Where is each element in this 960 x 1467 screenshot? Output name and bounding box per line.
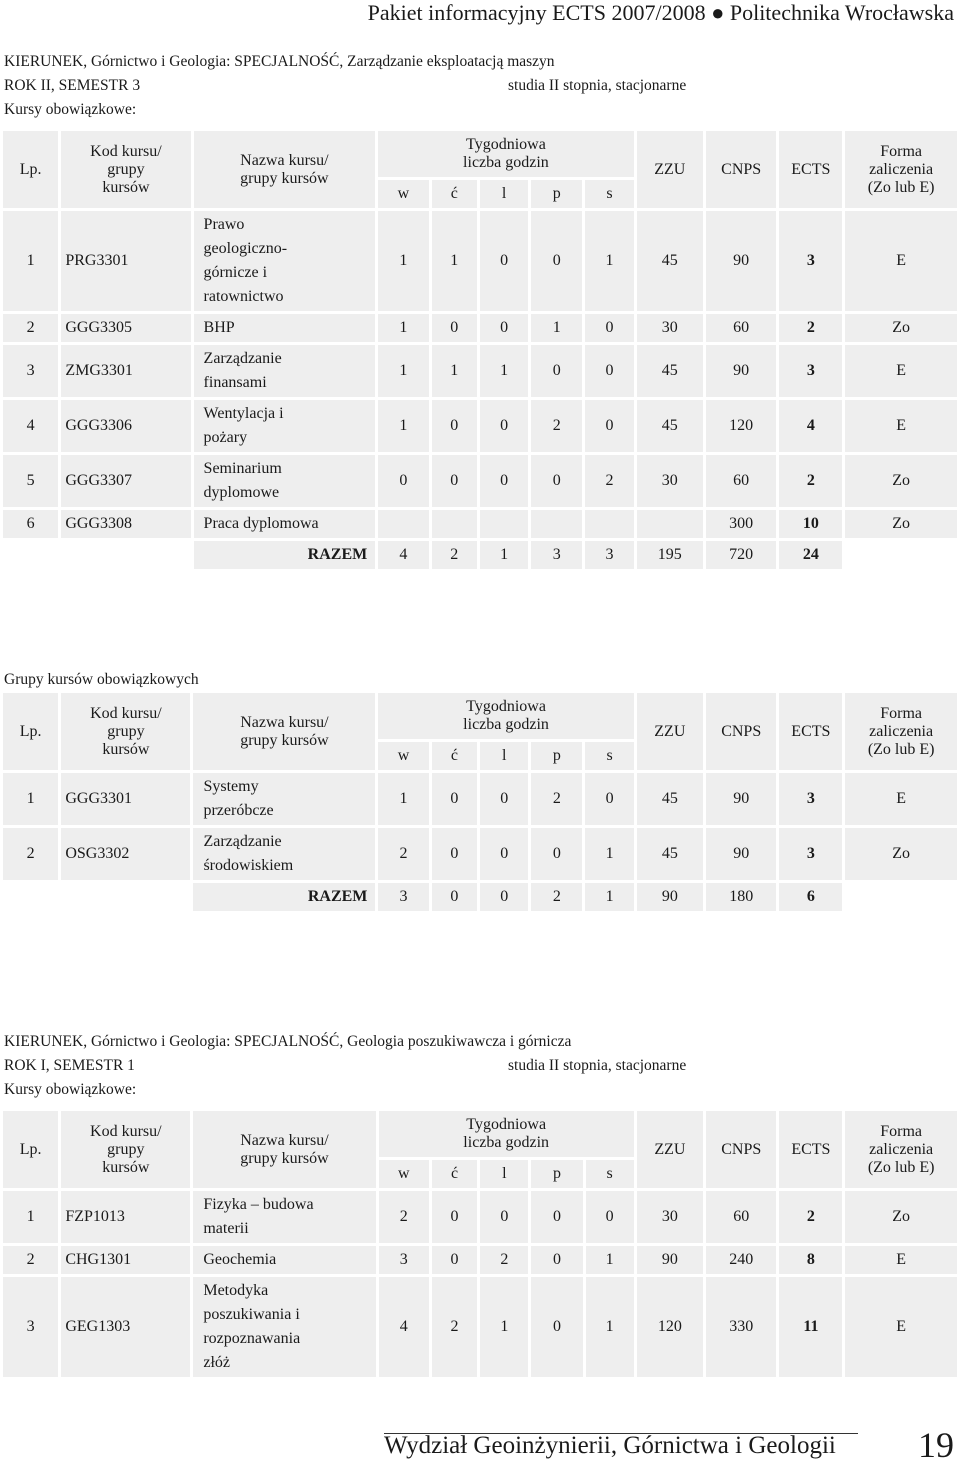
row-w <box>378 510 428 538</box>
razem-w: 4 <box>378 541 428 569</box>
row-c: 1 <box>432 345 477 397</box>
row-l: 0 <box>480 1191 528 1243</box>
row-c <box>432 510 477 538</box>
section3-heading <box>4 1030 687 1102</box>
razem-l: 1 <box>480 541 528 569</box>
row-l: 0 <box>480 773 528 825</box>
row-p: 2 <box>531 400 582 452</box>
row-zzu: 45 <box>637 211 703 311</box>
row-s: 0 <box>585 773 633 825</box>
razem-zzu: 90 <box>637 883 703 911</box>
row-kod: GGG3306 <box>61 400 190 452</box>
row-lp: 2 <box>3 314 58 342</box>
row-w: 1 <box>378 345 428 397</box>
row-w: 4 <box>379 1277 429 1377</box>
row-p: 0 <box>531 345 582 397</box>
courses-table-2 <box>0 690 960 914</box>
table-row <box>3 773 957 825</box>
table-row <box>3 1277 957 1377</box>
table-row <box>3 400 957 452</box>
razem-spacer <box>3 883 190 911</box>
col-header-ects: ECTS <box>779 693 842 770</box>
table-row <box>3 211 957 311</box>
table-row <box>3 510 957 538</box>
row-kod: GGG3305 <box>61 314 190 342</box>
section2-title: Grupy kursów obowiązkowych <box>4 671 199 688</box>
row-zzu: 90 <box>637 1246 703 1274</box>
row-p: 0 <box>531 455 582 507</box>
row-kod: ZMG3301 <box>61 345 190 397</box>
section1-kursy-label: Kursy obowiązkowe: <box>4 101 137 118</box>
row-forma: E <box>845 345 957 397</box>
row-zzu: 30 <box>637 455 703 507</box>
col-header-ects: ECTS <box>779 1111 842 1188</box>
row-nazwa: Seminarium dyplomowe <box>194 455 376 507</box>
section1-kierunek: KIERUNEK, Górnictwo i Geologia: SPECJALNOŚĆ, Zarządzanie eksploatacją maszyn <box>4 53 555 70</box>
col-header-nazwa: Nazwa kursu/ grupy kursów <box>194 131 376 208</box>
row-forma: Zo <box>845 314 957 342</box>
table-row <box>3 345 957 397</box>
razem-p: 2 <box>531 883 582 911</box>
row-c: 0 <box>432 455 477 507</box>
col-header-form-0: w <box>378 180 428 208</box>
row-ects: 8 <box>779 1246 842 1274</box>
row-kod: GGG3307 <box>61 455 190 507</box>
row-c: 0 <box>432 1191 477 1243</box>
row-forma: E <box>845 211 957 311</box>
col-header-forma: Forma zaliczenia (Zo lub E) <box>845 131 957 208</box>
col-header-form-2: l <box>480 742 528 770</box>
row-cnps: 300 <box>706 510 777 538</box>
row-ects: 2 <box>779 314 842 342</box>
row-forma: Zo <box>845 1191 957 1243</box>
col-header-form-4: s <box>585 180 633 208</box>
razem-label: RAZEM <box>193 883 375 911</box>
col-header-forma: Forma zaliczenia (Zo lub E) <box>845 693 957 770</box>
section1-studia: studia II stopnia, stacjonarne <box>508 77 687 94</box>
row-nazwa: Fizyka – budowa materii <box>193 1191 375 1243</box>
section3-kursy-label: Kursy obowiązkowe: <box>4 1081 137 1098</box>
row-w: 1 <box>378 773 428 825</box>
row-nazwa: Zarządzanie środowiskiem <box>193 828 375 880</box>
row-zzu: 30 <box>637 1191 703 1243</box>
row-p: 0 <box>531 1277 582 1377</box>
row-kod: OSG3302 <box>61 828 190 880</box>
row-w: 2 <box>379 1191 429 1243</box>
row-lp: 1 <box>3 1191 58 1243</box>
row-zzu: 45 <box>637 345 703 397</box>
row-s: 0 <box>585 400 633 452</box>
table-row <box>3 1191 957 1243</box>
col-header-form-0: w <box>378 742 428 770</box>
row-s: 0 <box>585 345 633 397</box>
section1-rok: ROK II, SEMESTR 3 <box>4 77 141 94</box>
row-p: 0 <box>531 1246 582 1274</box>
col-header-lp: Lp. <box>3 693 58 770</box>
col-header-cnps: CNPS <box>706 131 777 208</box>
razem-l: 0 <box>480 883 528 911</box>
row-l <box>480 510 528 538</box>
col-header-form-1: ć <box>432 180 477 208</box>
razem-s: 1 <box>585 883 633 911</box>
razem-c: 2 <box>432 541 477 569</box>
razem-s: 3 <box>585 541 633 569</box>
row-zzu: 30 <box>637 314 703 342</box>
row-ects: 3 <box>779 828 842 880</box>
row-nazwa: Systemy przeróbcze <box>193 773 375 825</box>
razem-w: 3 <box>378 883 428 911</box>
col-header-form-3: p <box>531 742 582 770</box>
row-s: 2 <box>585 455 633 507</box>
col-header-lp: Lp. <box>3 131 58 208</box>
row-cnps: 90 <box>706 828 776 880</box>
page-number: 19 <box>918 1425 954 1465</box>
section3-kierunek: KIERUNEK, Górnictwo i Geologia: SPECJALNOŚĆ, Geologia poszukiwawcza i górnicza <box>4 1033 572 1050</box>
row-kod: FZP1013 <box>61 1191 190 1243</box>
row-lp: 2 <box>3 828 58 880</box>
page-header: Pakiet informacyjny ECTS 2007/2008 ● Politechnika Wrocławska <box>367 0 954 25</box>
razem-ects: 6 <box>779 883 842 911</box>
row-c: 2 <box>432 1277 477 1377</box>
razem-p: 3 <box>531 541 582 569</box>
row-cnps: 60 <box>706 1191 776 1243</box>
row-zzu: 45 <box>637 400 703 452</box>
row-ects: 2 <box>779 1191 842 1243</box>
col-header-lp: Lp. <box>3 1111 58 1188</box>
col-header-ects: ECTS <box>779 131 842 208</box>
row-zzu: 45 <box>637 773 703 825</box>
row-w: 3 <box>379 1246 429 1274</box>
row-nazwa: Prawo geologiczno- górnicze i ratownictwo <box>194 211 376 311</box>
row-forma: E <box>845 773 957 825</box>
razem-spacer-end <box>845 883 957 911</box>
row-forma: Zo <box>845 510 957 538</box>
razem-row <box>3 541 957 569</box>
row-c: 0 <box>432 400 477 452</box>
row-nazwa: Praca dyplomowa <box>194 510 376 538</box>
razem-c: 0 <box>432 883 477 911</box>
row-ects: 2 <box>779 455 842 507</box>
row-c: 0 <box>432 773 477 825</box>
row-c: 0 <box>432 1246 477 1274</box>
courses-table-3 <box>0 1108 960 1380</box>
col-header-zzu: ZZU <box>637 1111 703 1188</box>
row-ects: 3 <box>779 211 842 311</box>
row-l: 2 <box>480 1246 528 1274</box>
row-zzu <box>637 510 703 538</box>
row-l: 0 <box>480 455 528 507</box>
razem-label: RAZEM <box>194 541 376 569</box>
section3-studia: studia II stopnia, stacjonarne <box>508 1057 687 1074</box>
section1-heading <box>4 50 687 122</box>
row-p: 1 <box>531 314 582 342</box>
row-forma: E <box>845 1246 957 1274</box>
row-kod: PRG3301 <box>61 211 190 311</box>
row-s: 1 <box>586 1277 634 1377</box>
table-row <box>3 828 957 880</box>
section3-rok: ROK I, SEMESTR 1 <box>4 1057 135 1074</box>
razem-zzu: 195 <box>637 541 703 569</box>
row-forma: E <box>845 1277 957 1377</box>
col-header-zzu: ZZU <box>637 131 703 208</box>
row-zzu: 120 <box>637 1277 703 1377</box>
row-c: 0 <box>432 828 477 880</box>
col-header-tygodniowa: Tygodniowa liczba godzin <box>378 131 633 177</box>
col-header-forma: Forma zaliczenia (Zo lub E) <box>845 1111 957 1188</box>
row-p: 0 <box>531 1191 582 1243</box>
col-header-nazwa: Nazwa kursu/ grupy kursów <box>193 1111 375 1188</box>
col-header-form-3: p <box>531 1160 582 1188</box>
table-row <box>3 314 957 342</box>
razem-ects: 24 <box>779 541 842 569</box>
row-forma: Zo <box>845 455 957 507</box>
razem-cnps: 180 <box>706 883 776 911</box>
row-l: 0 <box>480 400 528 452</box>
col-header-form-4: s <box>586 1160 634 1188</box>
row-kod: GGG3308 <box>61 510 190 538</box>
row-p: 0 <box>531 828 582 880</box>
row-l: 1 <box>480 1277 528 1377</box>
row-w: 1 <box>378 211 428 311</box>
col-header-tygodniowa: Tygodniowa liczba godzin <box>378 693 633 739</box>
col-header-form-1: ć <box>432 1160 477 1188</box>
row-w: 1 <box>378 400 428 452</box>
table-row <box>3 455 957 507</box>
row-ects: 3 <box>779 773 842 825</box>
row-nazwa: Wentylacja i pożary <box>194 400 376 452</box>
row-lp: 3 <box>3 345 58 397</box>
row-nazwa: Geochemia <box>193 1246 375 1274</box>
row-cnps: 60 <box>706 314 777 342</box>
row-p <box>531 510 582 538</box>
row-lp: 1 <box>3 211 58 311</box>
col-header-form-2: l <box>480 1160 528 1188</box>
footer-text: Wydział Geoinżynierii, Górnictwa i Geologii <box>384 1432 836 1459</box>
row-ects: 4 <box>779 400 842 452</box>
row-c: 0 <box>432 314 477 342</box>
row-ects: 3 <box>779 345 842 397</box>
col-header-cnps: CNPS <box>706 1111 776 1188</box>
row-nazwa: Zarządzanie finansami <box>194 345 376 397</box>
row-nazwa: Metodyka poszukiwania i rozpoznawania złóż <box>193 1277 375 1377</box>
row-w: 2 <box>378 828 428 880</box>
row-lp: 2 <box>3 1246 58 1274</box>
razem-spacer-end <box>845 541 957 569</box>
row-p: 0 <box>531 211 582 311</box>
row-forma: Zo <box>845 828 957 880</box>
col-header-form-2: l <box>480 180 528 208</box>
row-lp: 3 <box>3 1277 58 1377</box>
row-cnps: 90 <box>706 345 777 397</box>
col-header-kod: Kod kursu/ grupy kursów <box>61 1111 190 1188</box>
col-header-cnps: CNPS <box>706 693 776 770</box>
row-cnps: 90 <box>706 773 776 825</box>
row-lp: 4 <box>3 400 58 452</box>
row-l: 0 <box>480 211 528 311</box>
col-header-kod: Kod kursu/ grupy kursów <box>61 131 190 208</box>
row-s <box>585 510 633 538</box>
row-zzu: 45 <box>637 828 703 880</box>
row-lp: 1 <box>3 773 58 825</box>
row-s: 1 <box>585 828 633 880</box>
row-cnps: 240 <box>706 1246 776 1274</box>
table-row <box>3 1246 957 1274</box>
col-header-form-1: ć <box>432 742 477 770</box>
razem-spacer <box>3 541 191 569</box>
razem-row <box>3 883 957 911</box>
row-w: 1 <box>378 314 428 342</box>
row-l: 0 <box>480 314 528 342</box>
col-header-kod: Kod kursu/ grupy kursów <box>61 693 190 770</box>
row-kod: GEG1303 <box>61 1277 190 1377</box>
row-ects: 10 <box>779 510 842 538</box>
row-s: 1 <box>585 211 633 311</box>
section2-heading <box>4 668 199 692</box>
row-s: 0 <box>585 314 633 342</box>
row-forma: E <box>845 400 957 452</box>
row-kod: CHG1301 <box>61 1246 190 1274</box>
row-ects: 11 <box>779 1277 842 1377</box>
col-header-form-4: s <box>585 742 633 770</box>
row-cnps: 120 <box>706 400 777 452</box>
row-s: 1 <box>586 1246 634 1274</box>
row-l: 0 <box>480 828 528 880</box>
col-header-form-3: p <box>531 180 582 208</box>
courses-table-1 <box>0 128 960 572</box>
row-lp: 5 <box>3 455 58 507</box>
row-s: 0 <box>586 1191 634 1243</box>
col-header-form-0: w <box>379 1160 429 1188</box>
row-cnps: 60 <box>706 455 777 507</box>
row-nazwa: BHP <box>194 314 376 342</box>
row-p: 2 <box>531 773 582 825</box>
row-cnps: 90 <box>706 211 777 311</box>
row-l: 1 <box>480 345 528 397</box>
razem-cnps: 720 <box>706 541 777 569</box>
row-c: 1 <box>432 211 477 311</box>
col-header-zzu: ZZU <box>637 693 703 770</box>
row-w: 0 <box>378 455 428 507</box>
row-kod: GGG3301 <box>61 773 190 825</box>
col-header-tygodniowa: Tygodniowa liczba godzin <box>379 1111 634 1157</box>
row-cnps: 330 <box>706 1277 776 1377</box>
col-header-nazwa: Nazwa kursu/ grupy kursów <box>193 693 375 770</box>
row-lp: 6 <box>3 510 58 538</box>
